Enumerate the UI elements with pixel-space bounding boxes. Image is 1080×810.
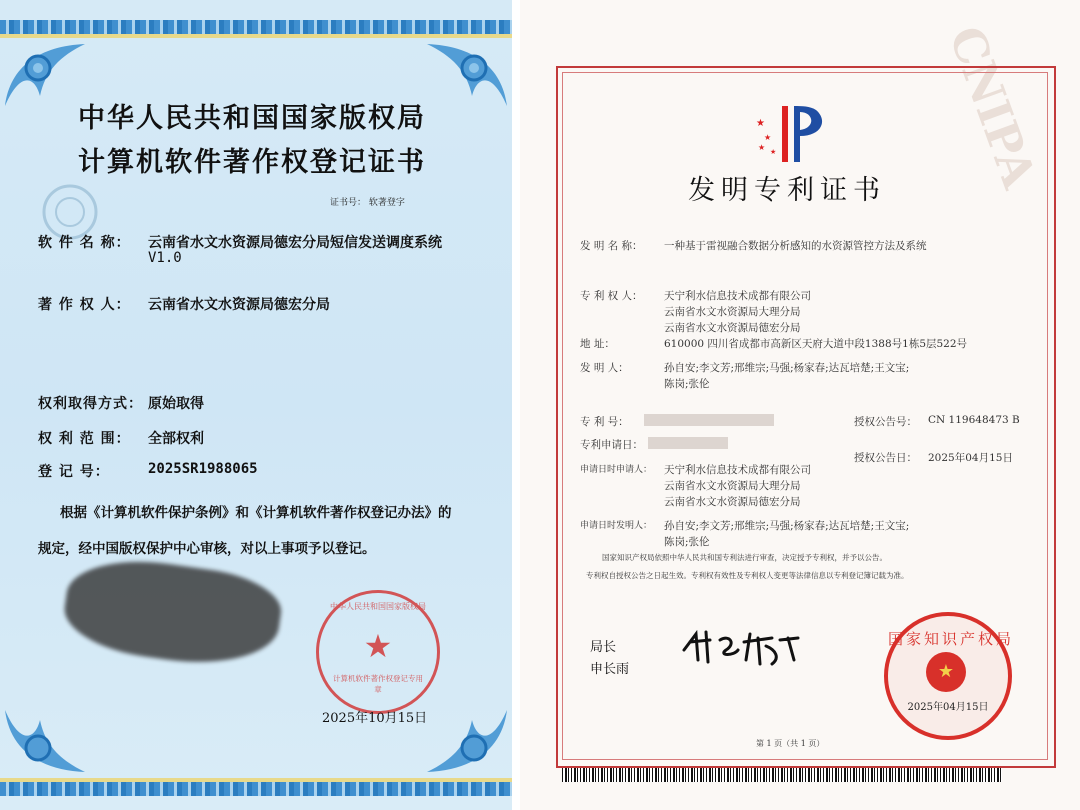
bottom-border [0, 782, 512, 796]
applicant-2: 云南省水文水资源局大理分局 [664, 480, 801, 492]
inventor-label: 发 明 人： [580, 362, 629, 374]
director-signature-icon [676, 620, 806, 670]
registration-number-label: 登 记 号： [38, 464, 110, 480]
corner-ornament-icon [417, 700, 512, 780]
inventor-line-1: 孙自安;李文芳;邢维宗;马强;杨家春;达瓦培楚;王文宝; [664, 362, 910, 374]
cnipa-logo-icon [752, 100, 832, 168]
patentee-label: 专 利 权 人： [580, 290, 643, 302]
seal-text: 中华人民共和国国家版权局 [330, 602, 426, 611]
invention-patent-certificate [520, 0, 1080, 810]
star-icon: ★ [363, 627, 393, 665]
applicant-3: 云南省水文水资源局德宏分局 [664, 496, 801, 508]
acquire-method-label: 权利取得方式： [38, 396, 143, 412]
application-date-redacted [648, 437, 728, 449]
grant-number-value: CN 119648473 B [928, 414, 1020, 426]
svg-text:★: ★ [756, 118, 765, 129]
cert-number [330, 195, 405, 208]
page-indicator: 第 1 页（共 1 页） [756, 739, 825, 748]
application-date-label: 专利申请日： [580, 439, 643, 451]
certificate-title: 计算机软件著作权登记证书 [78, 147, 426, 178]
legal-basis-text-cont: 规定，经中国版权保护中心审核，对以上事项予以登记。 [38, 541, 376, 557]
top-border [0, 20, 512, 34]
grant-date-value: 2025年04月15日 [928, 452, 1013, 464]
acquire-method-value: 原始取得 [148, 396, 204, 412]
inventor-line-2: 陈岗;张伦 [664, 378, 710, 390]
app-inventor-label: 申请日时发明人： [580, 521, 653, 531]
corner-ornament-icon [0, 700, 95, 780]
rights-scope-label: 权 利 范 围： [38, 431, 131, 447]
owner-label: 著 作 权 人： [38, 297, 131, 313]
legal-basis-text: 根据《计算机软件保护条例》和《计算机软件著作权登记办法》的 [60, 505, 452, 521]
invention-name-label: 发 明 名 称： [580, 240, 643, 252]
owner-value: 云南省水文水资源局德宏分局 [148, 297, 330, 313]
software-version: V1.0 [148, 250, 182, 266]
grant-notice: 国家知识产权局依照中华人民共和国专利法进行审查，决定授予专利权，并予以公告。 [602, 553, 887, 562]
cnipa-seal [884, 612, 1015, 740]
barcode [562, 768, 1002, 782]
director-name: 申长雨 [590, 662, 630, 677]
watermark-text: CNIPA [938, 19, 1047, 195]
registration-number-value: 2025SR1988065 [148, 461, 258, 477]
certificate-issuer-title: 中华人民共和国国家版权局 [78, 103, 426, 134]
copyright-office-seal [316, 590, 440, 714]
software-name-label: 软 件 名 称： [38, 235, 131, 251]
invention-name-value: 一种基于雷视融合数据分析感知的水资源管控方法及系统 [664, 240, 927, 252]
svg-text:★: ★ [758, 143, 766, 152]
cert-number-label: 证书号： [330, 198, 367, 208]
svg-text:★: ★ [764, 133, 772, 142]
address-value: 610000 四川省成都市高新区天府大道中段1388号1栋5层522号 [664, 338, 968, 350]
grant-number-label: 授权公告号： [854, 416, 917, 428]
effective-notice: 专利权自授权公告之日起生效。专利权有效性及专利权人变更等法律信息以专利登记簿记载为准。 [586, 571, 909, 580]
cert-number-value: 软著登字 [368, 198, 405, 208]
patent-number-label: 专 利 号： [580, 416, 629, 428]
patentee-2: 云南省水文水资源局大理分局 [664, 306, 801, 318]
seal-subtext: 计算机软件著作权登记专用章 [333, 674, 423, 694]
patent-certificate-title: 发明专利证书 [688, 175, 886, 206]
software-copyright-certificate [0, 0, 512, 810]
grant-date-label: 授权公告日： [854, 452, 917, 464]
seal-date: 2025年04月15日 [907, 702, 989, 713]
issue-date: 2025年10月15日 [322, 711, 428, 726]
corner-ornament-icon [417, 36, 512, 116]
director-title: 局长 [590, 640, 617, 655]
app-inventor-line-2: 陈岗;张伦 [664, 536, 710, 548]
national-emblem-icon: ★ [926, 652, 966, 692]
patentee-3: 云南省水文水资源局德宏分局 [664, 322, 801, 334]
app-inventor-line-1: 孙自安;李文芳;邢维宗;马强;杨家春;达瓦培楚;王文宝; [664, 520, 910, 532]
address-label: 地 址： [580, 338, 615, 350]
seal-text: 国家知识产权局 [888, 630, 1015, 648]
patentee-1: 天宁利水信息技术成都有限公司 [664, 290, 811, 302]
redacted-signature [59, 551, 285, 675]
software-name-value: 云南省水文水资源局德宏分局短信发送调度系统 [148, 235, 442, 251]
rights-scope-value: 全部权利 [148, 431, 204, 447]
svg-text:★: ★ [770, 148, 777, 156]
patent-number-redacted [644, 414, 774, 426]
applicant-label: 申请日时申请人： [580, 465, 653, 475]
applicant-1: 天宁利水信息技术成都有限公司 [664, 464, 811, 476]
